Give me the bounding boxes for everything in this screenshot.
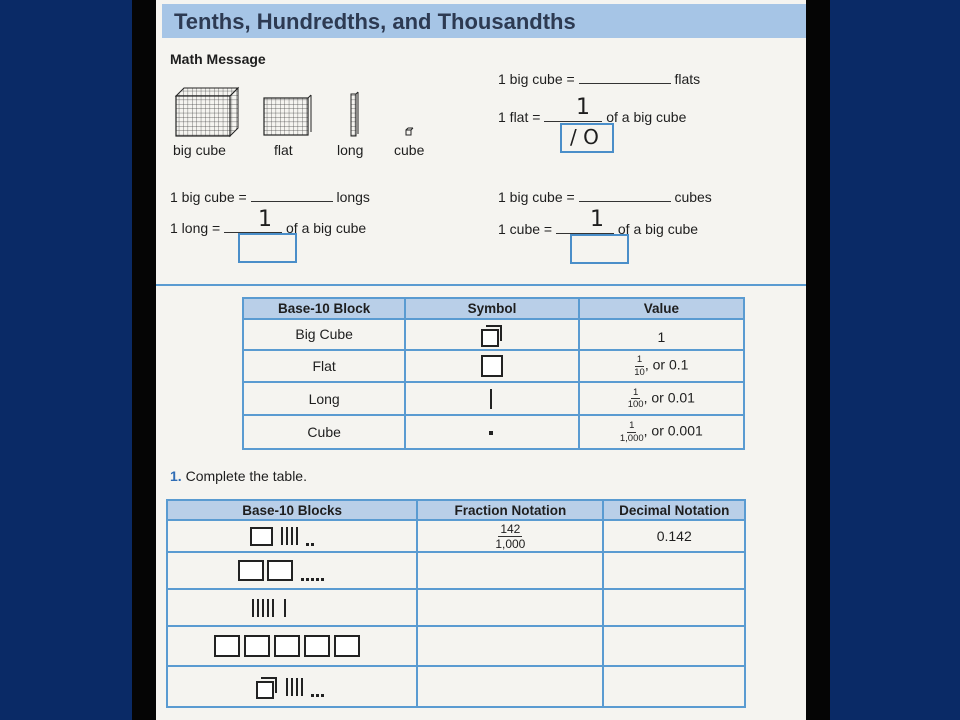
value-decimal: , or 0.1 [644,356,689,373]
cube-symbol-icon [489,431,493,435]
decimal-cell[interactable] [603,626,745,666]
long-denominator-box[interactable] [238,233,297,263]
decimal-cell[interactable]: 0.142 [603,520,745,552]
cube-symbol [405,415,578,449]
block-pictures [170,82,440,140]
answer-blank[interactable] [556,219,614,234]
value-decimal: , or 0.001 [643,422,703,439]
blocks-cell [167,666,417,707]
big-cube-label: big cube [173,142,226,158]
blocks-cell [167,520,417,552]
exercise-table [166,499,746,708]
page-title: Tenths, Hundredths, and Thousandths [174,9,576,34]
fraction-denominator: 100 [627,399,644,410]
long-symbol-icon [490,389,492,409]
table-row [243,415,744,449]
header-base10-block: Base-10 Block [243,298,405,319]
fraction-cell[interactable] [417,666,603,707]
prompt-bigcube-flats [498,69,700,87]
answer-blank[interactable] [579,187,671,202]
flat-numerator: 1 [576,95,590,120]
exercise-number: 1. [170,468,182,484]
value-fraction [628,388,644,410]
fraction-cell[interactable] [417,589,603,626]
fraction-denominator: 1,000 [619,432,644,444]
value-fraction [620,421,644,443]
blocks-cell [167,626,417,666]
value-decimal: , or 0.01 [643,389,695,406]
cube-picture [406,128,413,135]
base10-reference-table [242,297,745,450]
prompt-text: 1 long = [170,220,221,236]
prompt-text: 1 big cube = [498,71,575,87]
block-name: Flat [243,350,405,382]
blocks-cell [167,552,417,589]
big-cube-picture [176,88,238,136]
prompt-text: 1 big cube = [498,189,575,205]
fraction-cell[interactable] [417,626,603,666]
prompt-text: 1 flat = [498,109,541,125]
table-row [243,319,744,350]
long-symbol [405,382,578,415]
title-banner [162,4,806,38]
long-numerator: 1 [258,207,272,232]
decimal-cell[interactable] [603,589,745,626]
value-fraction [634,355,645,377]
right-black-band [806,0,830,720]
flat-symbol-icon [238,560,264,581]
long-label: long [337,142,364,158]
table-row [167,666,745,707]
table-row [167,552,745,589]
header-decimal-notation: Decimal Notation [603,500,745,520]
header-value: Value [579,298,744,319]
header-fraction-notation: Fraction Notation [417,500,603,520]
cube-numerator: 1 [590,207,604,232]
exercise-instruction [170,468,307,484]
cube-label: cube [394,142,425,158]
fraction-cell[interactable] [417,520,603,552]
table-row [243,350,744,382]
long-picture [351,92,358,136]
answer-blank[interactable] [544,107,602,122]
math-message-heading: Math Message [170,51,266,67]
flat-symbol [405,350,578,382]
blocks-cell [167,589,417,626]
header-symbol: Symbol [405,298,578,319]
fraction-cell[interactable] [417,552,603,589]
prompt-text: of a big cube [606,109,687,125]
flat-picture [264,95,311,135]
big-cube-symbol-icon [481,325,503,345]
flat-label: flat [274,142,293,158]
fraction-numerator: 1 [629,420,635,431]
big-cube-symbol-icon [256,677,278,697]
instruction-text: Complete the table. [185,468,307,484]
cube-denominator-box[interactable] [570,234,629,264]
answer-blank[interactable] [224,218,282,233]
block-name: Cube [243,415,405,449]
block-name: Long [243,382,405,415]
prompt-text: 1 big cube = [170,189,247,205]
flat-symbol-icon [481,355,503,377]
flat-denominator-box[interactable] [560,123,614,153]
prompt-text: of a big cube [617,221,699,237]
worksheet-page [156,0,806,720]
prompt-text: of a big cube [286,220,367,236]
table-row [167,520,745,552]
value-cell [579,382,744,415]
answer-blank[interactable] [579,69,671,84]
answer-fraction [495,523,525,550]
table-row [243,382,744,415]
answer-blank[interactable] [251,187,333,202]
flat-answer: / O [570,125,599,149]
left-black-band [132,0,156,720]
flat-symbol-icon [267,560,293,581]
value-cell: 1 [579,319,744,350]
prompt-text: 1 cube = [498,221,553,237]
block-name: Big Cube [243,319,405,350]
fraction-denominator: 10 [634,366,645,378]
section-divider [156,284,806,286]
prompt-bigcube-cubes [498,187,712,205]
table-row [167,589,745,626]
prompt-text: flats [674,71,701,87]
value-cell [579,350,744,382]
fraction-denominator: 1,000 [495,536,526,551]
fraction-numerator: 1 [633,386,639,398]
decimal-cell[interactable] [603,552,745,589]
prompt-text: cubes [674,189,712,205]
prompt-bigcube-longs [170,187,370,205]
value-cell [579,415,744,449]
fraction-numerator: 1 [636,354,643,365]
decimal-cell[interactable] [603,666,745,707]
header-base10-blocks: Base-10 Blocks [167,500,417,520]
prompt-text: longs [336,189,370,205]
table-row [167,626,745,666]
fraction-numerator: 142 [500,521,521,536]
flat-symbol-icon [250,527,273,546]
big-cube-symbol [405,319,578,350]
